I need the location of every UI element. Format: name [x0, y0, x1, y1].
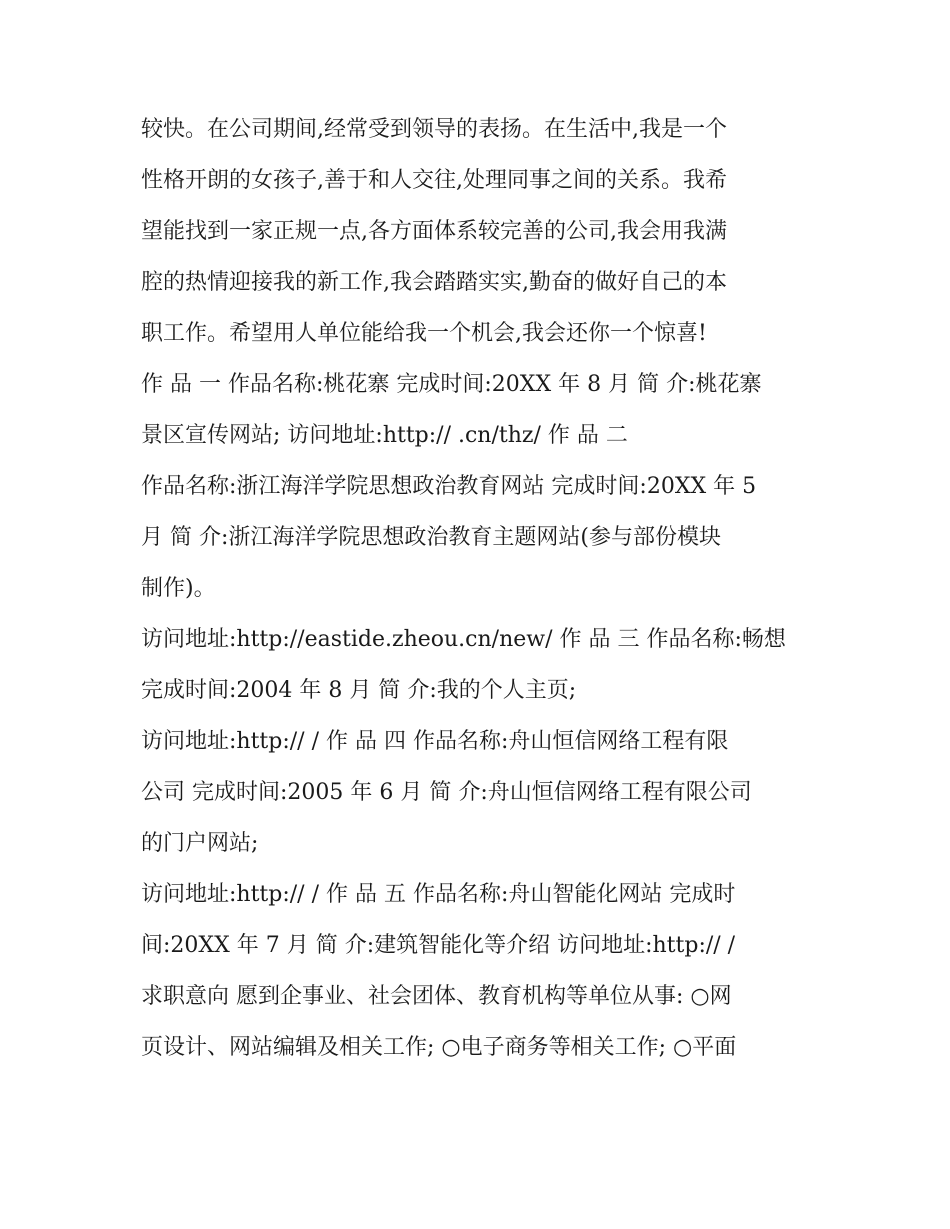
text-line: 景区宣传网站; 访问地址:http:// .cn/thz/ 作 品 二 — [141, 423, 628, 448]
text-line: 间:20XX 年 7 月 简 介:建筑智能化等介绍 访问地址:http:// / — [141, 933, 736, 958]
text-line: 作 品 一 作品名称:桃花寨 完成时间:20XX 年 8 月 简 介:桃花寨 — [141, 372, 762, 397]
text-line: 月 简 介:浙江海洋学院思想政治教育主题网站(参与部份模块 — [141, 525, 721, 550]
text-line: 腔的热情迎接我的新工作,我会踏踏实实,勤奋的做好自己的本 — [141, 270, 727, 295]
text-line: 求职意向 愿到企事业、社会团体、教育机构等单位从事: ○网 — [141, 984, 732, 1009]
text-line: 公司 完成时间:2005 年 6 月 简 介:舟山恒信网络工程有限公司 — [141, 780, 752, 805]
text-line: 制作)。 — [141, 576, 216, 601]
text-line: 作品名称:浙江海洋学院思想政治教育网站 完成时间:20XX 年 5 — [141, 474, 757, 499]
text-line: 较快。在公司期间,经常受到领导的表扬。在生活中,我是一个 — [141, 117, 727, 142]
text-line: 页设计、网站编辑及相关工作; ○电子商务等相关工作; ○平面 — [141, 1035, 737, 1060]
text-line: 性格开朗的女孩子,善于和人交往,处理同事之间的关系。我希 — [141, 168, 727, 193]
text-line: 访问地址:http:// / 作 品 四 作品名称:舟山恒信网络工程有限 — [141, 729, 729, 754]
text-line: 访问地址:http:// / 作 品 五 作品名称:舟山智能化网站 完成时 — [141, 882, 736, 907]
body-text — [141, 104, 821, 1073]
text-line: 访问地址:http://eastide.zheou.cn/new/ 作 品 三 作品名称:畅想 — [141, 627, 786, 652]
text-line: 完成时间:2004 年 8 月 简 介:我的个人主页; — [141, 678, 577, 703]
text-line: 的门户网站; — [141, 831, 259, 856]
text-line: 望能找到一家正规一点,各方面体系较完善的公司,我会用我满 — [141, 219, 727, 244]
text-line: 职工作。希望用人单位能给我一个机会,我会还你一个惊喜! — [141, 321, 707, 346]
